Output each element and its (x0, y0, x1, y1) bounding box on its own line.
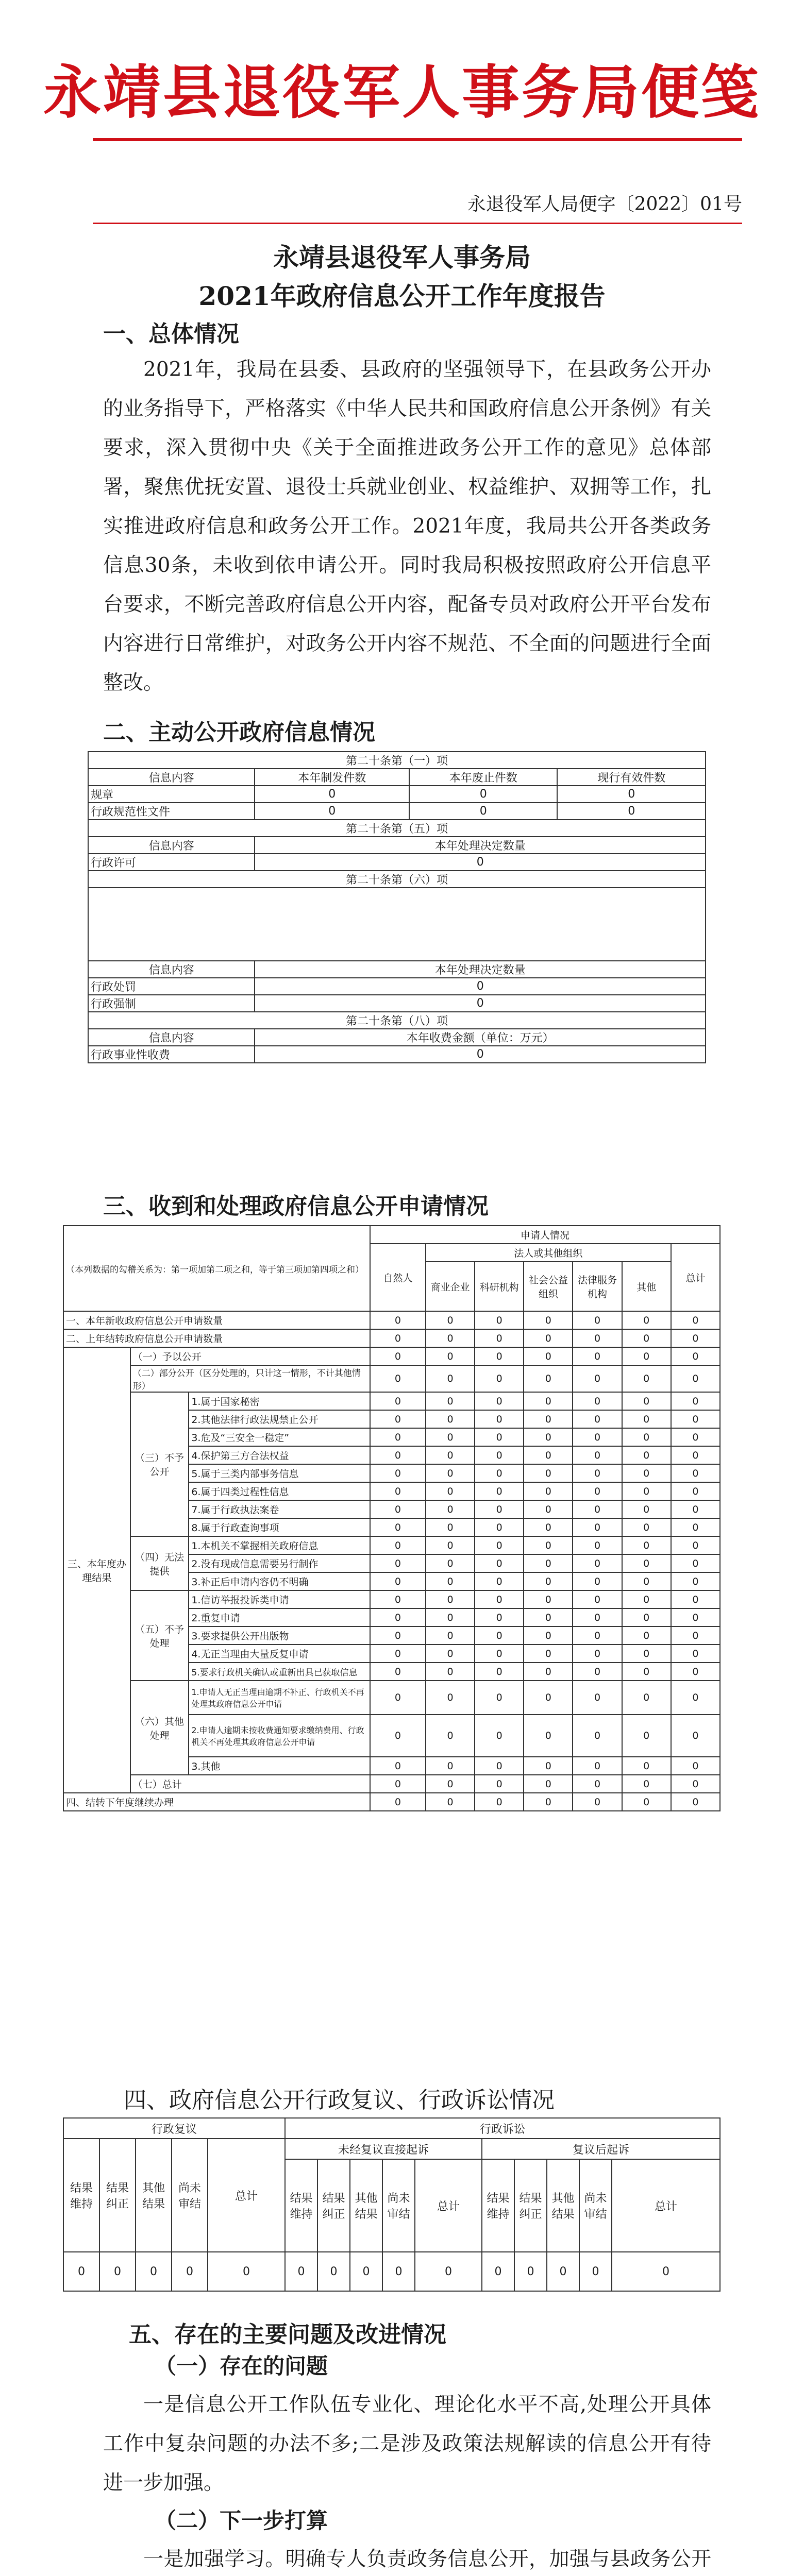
red-divider-top (93, 138, 742, 141)
table-row: 行政强制 0 (88, 995, 706, 1012)
table-cell: 0 (524, 1775, 573, 1793)
table-cell: 0 (573, 1757, 622, 1775)
table-cell: 0 (370, 1590, 426, 1608)
col-natural: 自然人 (370, 1244, 426, 1311)
table-cell: 0 (475, 1608, 524, 1626)
table-cell: 0 (622, 1608, 671, 1626)
table-cell: 0 (622, 1329, 671, 1347)
table-cell: 0 (317, 2252, 350, 2291)
table-cell: 0 (573, 1793, 622, 1811)
table-cell: 0 (622, 1757, 671, 1775)
table-cell: 0 (573, 1626, 622, 1645)
table-cell: 0 (426, 1410, 475, 1428)
section5-plan1: 一是加强学习。明确专人负责政务信息公开，加强与县政务公开 (143, 2548, 711, 2571)
table-cell: 0 (573, 1311, 622, 1329)
document-number: 永退役军人局便字〔2022〕01号 (467, 194, 742, 215)
table-cell: 0 (671, 1590, 720, 1608)
table-cell: 0 (370, 1715, 426, 1757)
table-cell: 0 (671, 1311, 720, 1329)
table-cell: 0 (524, 1645, 573, 1663)
table-cell: 0 (426, 1757, 475, 1775)
table-row: 行政处罚 0 (88, 978, 706, 995)
table-cell: 0 (426, 1329, 475, 1347)
table-cell: 0 (426, 1365, 475, 1392)
table-row: 3.危及“三安全一稳定” 0 0 0 0 0 0 0 (63, 1428, 720, 1446)
table-cell: 0 (524, 1715, 573, 1757)
table-cell: 0 (514, 2252, 547, 2291)
table-cell: 0 (475, 1757, 524, 1775)
table-cell: 0 (475, 1410, 524, 1428)
table-cell: 0 (573, 1392, 622, 1410)
table-cell: 0 (622, 1464, 671, 1482)
review-litigation-table: 行政复议 行政诉讼 结果维持 结果纠正 其他结果 尚未审结 总计 未经复议直接起诉 复议后起诉 结果维持 结果纠正 其他结果 尚未审结 总计 结果维持 结果纠正 其他结果 尚未审结 总计 0 0 0 0 0 0 0 0 0 0 0 0 0 0 0 (63, 2117, 721, 2292)
table-cell: 0 (671, 1482, 720, 1500)
col-after-review: 复议后起诉 (482, 2139, 720, 2159)
table-cell: 0 (482, 2252, 514, 2291)
table-cell: 0 (475, 1446, 524, 1464)
table-cell: 0 (622, 1311, 671, 1329)
report-title-line2: 2021年政府信息公开工作年度报告 (198, 281, 606, 311)
report-title-line1: 永靖县退役军人事务局 (273, 242, 531, 273)
table-cell: 0 (426, 1590, 475, 1608)
table-cell: 0 (671, 1500, 720, 1518)
table-cell: 0 (671, 1392, 720, 1410)
table-cell: 0 (671, 1757, 720, 1775)
table-cell: 0 (370, 1410, 426, 1428)
table-cell: 0 (415, 2252, 482, 2291)
table-cell: 0 (573, 1645, 622, 1663)
table-cell: 0 (426, 1464, 475, 1482)
article-1-header: 第二十条第（一）项 (88, 752, 706, 769)
table-row: （六）其他处理 1.申请人无正当理由逾期不补正、行政机关不再处理其政府信息公开申请 0 0 0 0 0 0 0 (63, 1681, 720, 1715)
table-cell: 0 (475, 1645, 524, 1663)
table-cell: 0 (524, 1518, 573, 1536)
table-row: 3.其他 0 0 0 0 0 0 0 (63, 1757, 720, 1775)
table-cell: 0 (370, 1757, 426, 1775)
col-not-reviewed: 未经复议直接起诉 (285, 2139, 482, 2159)
section5-sub2: （二）下一步打算 (155, 2508, 328, 2533)
table-cell: 0 (426, 1775, 475, 1793)
table-cell: 0 (524, 1536, 573, 1554)
table-cell: 0 (573, 1554, 622, 1572)
table-cell: 0 (370, 1500, 426, 1518)
table-cell: 0 (426, 1500, 475, 1518)
table-row: 三、本年度办理结果 （一）予以公开 0 0 0 0 0 0 0 (63, 1347, 720, 1365)
table-cell: 0 (622, 1347, 671, 1365)
table-row: （二）部分公开（区分处理的，只计这一情形，不计其他情形） 0 0 0 0 0 0 0 (63, 1365, 720, 1392)
section5-heading: 五、存在的主要问题及改进情况 (129, 2321, 446, 2348)
table-cell: 0 (622, 1645, 671, 1663)
table-cell: 0 (622, 1715, 671, 1757)
table-cell: 0 (208, 2252, 285, 2291)
table-cell: 0 (350, 2252, 382, 2291)
table-cell: 0 (573, 1482, 622, 1500)
table-cell: 0 (370, 1518, 426, 1536)
table-cell: 0 (622, 1775, 671, 1793)
table-cell: 0 (573, 1446, 622, 1464)
table-cell: 0 (524, 1757, 573, 1775)
table-row: 规章 0 0 0 (88, 786, 706, 803)
table-row: 行政事业性收费 0 (88, 1046, 706, 1063)
table-cell: 0 (426, 1626, 475, 1645)
group-results: 三、本年度办理结果 (63, 1347, 130, 1793)
table-cell: 0 (382, 2252, 415, 2291)
table-row: 2.其他法律行政法规禁止公开 0 0 0 0 0 0 0 (63, 1410, 720, 1428)
table-cell: 0 (622, 1681, 671, 1715)
table-cell: 0 (475, 1554, 524, 1572)
table-cell: 0 (475, 1347, 524, 1365)
table-cell: 0 (285, 2252, 317, 2291)
article-8-header: 第二十条第（八）项 (88, 1012, 706, 1029)
table-cell: 0 (622, 1793, 671, 1811)
table-row: 4.保护第三方合法权益 0 0 0 0 0 0 0 (63, 1446, 720, 1464)
table-cell: 0 (573, 1590, 622, 1608)
table-cell: 0 (547, 2252, 579, 2291)
table-cell: 0 (671, 1347, 720, 1365)
table-cell: 0 (426, 1536, 475, 1554)
col-valid: 现行有效件数 (557, 769, 706, 786)
table-cell: 0 (573, 1464, 622, 1482)
table-cell: 0 (524, 1464, 573, 1482)
table-row: 3.补正后申请内容仍不明确 0 0 0 0 0 0 0 (63, 1572, 720, 1590)
table-cell: 0 (622, 1536, 671, 1554)
table-row: 6.属于四类过程性信息 0 0 0 0 0 0 0 (63, 1482, 720, 1500)
section1-heading: 一、总体情况 (103, 321, 239, 347)
table-cell: 0 (475, 1311, 524, 1329)
table-cell: 0 (573, 1365, 622, 1392)
table-cell: 0 (622, 1446, 671, 1464)
table-cell: 0 (524, 1410, 573, 1428)
table-cell: 0 (524, 1311, 573, 1329)
table-cell: 0 (370, 1428, 426, 1446)
table-row: 7.属于行政执法案卷 0 0 0 0 0 0 0 (63, 1500, 720, 1518)
section4-heading: 四、政府信息公开行政复议、行政诉讼情况 (124, 2087, 555, 2113)
table-cell: 0 (671, 1663, 720, 1681)
table-cell: 0 (172, 2252, 208, 2291)
table-cell: 0 (671, 1715, 720, 1757)
corner-note: （本列数据的勾稽关系为：第一项加第二项之和，等于第三项加第四项之和） (63, 1226, 370, 1311)
table-cell: 0 (426, 1645, 475, 1663)
table-cell: 0 (475, 1518, 524, 1536)
table-cell: 0 (524, 1329, 573, 1347)
table-cell: 0 (475, 1428, 524, 1446)
table-cell: 0 (573, 1536, 622, 1554)
table-row: （七）总计 0 0 0 0 0 0 0 (63, 1775, 720, 1793)
section5-sub1: （一）存在的问题 (155, 2353, 328, 2379)
table-cell: 0 (370, 1446, 426, 1464)
table-cell: 0 (524, 1482, 573, 1500)
table-cell: 0 (524, 1663, 573, 1681)
memo-org-title: 永靖县退役军人事务局便笺 (43, 59, 761, 126)
table-row: （五）不予处理 1.信访举报投诉类申请 0 0 0 0 0 0 0 (63, 1590, 720, 1608)
table-cell: 0 (524, 1608, 573, 1626)
table-cell: 0 (475, 1793, 524, 1811)
table-cell: 0 (426, 1608, 475, 1626)
table-cell: 0 (579, 2252, 612, 2291)
table-cell: 0 (370, 1554, 426, 1572)
table-row: （三）不予公开 1.属于国家秘密 0 0 0 0 0 0 0 (63, 1392, 720, 1410)
col-total: 总计 (671, 1244, 720, 1311)
table-cell: 0 (475, 1590, 524, 1608)
table-cell: 0 (370, 1626, 426, 1645)
table-cell: 0 (475, 1500, 524, 1518)
table-cell: 0 (622, 1590, 671, 1608)
article-5-header: 第二十条第（五）项 (88, 820, 706, 837)
table-row: 2.申请人逾期未按收费通知要求缴纳费用、行政机关不再处理其政府信息公开申请 0 0 0 0 0 0 0 (63, 1715, 720, 1757)
table-cell: 0 (573, 1681, 622, 1715)
table-cell: 0 (370, 1365, 426, 1392)
table-cell: 0 (573, 1572, 622, 1590)
table-cell: 0 (524, 1365, 573, 1392)
table-cell: 0 (426, 1482, 475, 1500)
table-row: 四、结转下年度继续办理 0 0 0 0 0 0 0 (63, 1793, 720, 1811)
table-cell: 0 (426, 1392, 475, 1410)
table-cell: 0 (671, 1536, 720, 1554)
table-cell: 0 (475, 1775, 524, 1793)
table-cell: 0 (573, 1775, 622, 1793)
table-cell: 0 (524, 1793, 573, 1811)
table-cell: 0 (671, 1329, 720, 1347)
table-cell: 0 (426, 1311, 475, 1329)
table-cell: 0 (63, 2252, 99, 2291)
table-cell: 0 (524, 1500, 573, 1518)
col-legal: 法人或其他组织 (426, 1244, 671, 1262)
table-cell: 0 (573, 1518, 622, 1536)
article-6-header: 第二十条第（六）项 (88, 871, 706, 888)
table-cell: 0 (524, 1392, 573, 1410)
table-cell: 0 (475, 1681, 524, 1715)
table-cell: 0 (622, 1663, 671, 1681)
table-cell: 0 (426, 1793, 475, 1811)
table-cell: 0 (573, 1715, 622, 1757)
table-cell: 0 (524, 1428, 573, 1446)
table-cell: 0 (671, 1775, 720, 1793)
table-cell: 0 (622, 1410, 671, 1428)
table-cell: 0 (573, 1500, 622, 1518)
section2-heading: 二、主动公开政府信息情况 (103, 719, 375, 745)
table-cell: 0 (475, 1626, 524, 1645)
table-cell: 0 (370, 1775, 426, 1793)
table-cell: 0 (573, 1410, 622, 1428)
table-cell: 0 (671, 1626, 720, 1645)
red-divider-bottom (93, 223, 742, 224)
table-cell: 0 (671, 1645, 720, 1663)
table-cell: 0 (671, 1410, 720, 1428)
table-cell: 0 (370, 1482, 426, 1500)
table-cell: 0 (370, 1572, 426, 1590)
table-cell: 0 (622, 1518, 671, 1536)
table-cell: 0 (370, 1681, 426, 1715)
col-review: 行政复议 (63, 2118, 285, 2139)
table-cell: 0 (370, 1793, 426, 1811)
col-content: 信息内容 (88, 769, 255, 786)
table-row: 2.重复申请 0 0 0 0 0 0 0 (63, 1608, 720, 1626)
table-cell: 0 (426, 1572, 475, 1590)
table-cell: 0 (573, 1329, 622, 1347)
table-cell: 0 (524, 1572, 573, 1590)
col-new: 本年制发件数 (255, 769, 409, 786)
table-cell: 0 (99, 2252, 136, 2291)
table-cell: 0 (671, 1554, 720, 1572)
table-cell: 0 (671, 1428, 720, 1446)
table-cell: 0 (136, 2252, 172, 2291)
table-row: 8.属于行政查询事项 0 0 0 0 0 0 0 (63, 1518, 720, 1536)
table-row: 二、上年结转政府信息公开申请数量 0 0 0 0 0 0 0 (63, 1329, 720, 1347)
table-cell: 0 (426, 1347, 475, 1365)
table-cell: 0 (370, 1392, 426, 1410)
table-cell: 0 (622, 1365, 671, 1392)
table-row: （四）无法提供 1.本机关不掌握相关政府信息 0 0 0 0 0 0 0 (63, 1536, 720, 1554)
table-cell: 0 (475, 1392, 524, 1410)
table-cell: 0 (370, 1663, 426, 1681)
table-cell: 0 (671, 1464, 720, 1482)
application-handling-table: （本列数据的勾稽关系为：第一项加第二项之和，等于第三项加第四项之和） 申请人情况 自然人 法人或其他组织 总计 商业企业 科研机构 社会公益组织 法律服务机构 其他 一、本年新收政府信息公开申请数量 0 0 0 0 0 0 0 二、上年结转政府信息公开申请数量 0 0 0 0 0 0 0 三、本年度办理结果 （一）予以公开 0 0 0 0 0 0 0 （二）部分公开（区分处理的，只计这一情形，不计其他情形） 0 0 0 0 0 0 0 （三）不予公开 1.属于国家秘密 0 0 0 0 0 0 0 2.其他法律行政法规禁止公开 0 0 0 0 0 0 0 3.危及“三安全一稳定” 0 0 0 0 0 0 0 4.保护第三方合法权益 0 0 0 0 0 0 0 5.属于三类内部事务信息 0 0 0 0 0 0 0 6.属于四类过程性信息 0 0 0 0 0 0 0 7.属于行政执法案卷 0 0 0 0 0 0 0 8.属于行政查询事项 0 0 0 0 0 0 0 （四）无法提供 1.本机关不掌握相关政府信息 0 0 0 0 0 0 0 2.没有现成信息需要另行制作 0 0 0 0 0 0 0 3.补正后申请内容仍不明确 0 0 0 0 0 0 0 （五）不予处理 1.信访举报投诉类申请 0 0 0 0 0 0 0 2.重复申请 0 0 0 0 0 0 0 3.要求提供公开出版物 0 0 0 0 0 0 0 4.无正当理由大量反复申请 0 0 0 0 0 0 0 5.要求行政机关确认或重新出具已获取信息 0 0 0 0 0 0 0 （六）其他处理 1.申请人无正当理由逾期不补正、行政机关不再处理其政府信息公开申请 0 0 0 0 0 0 0 2.申请人逾期未按收费通知要求缴纳费用、行政机关不再处理其政府信息公开申请 0 0 0 0 0 0 0 3.其他 0 0 0 0 0 0 0 （七）总计 0 0 0 0 0 0 0 四、结转下年度继续办理 0 0 0 0 0 0 0 (63, 1225, 721, 1811)
table-row: 行政许可 0 (88, 854, 706, 871)
section5-problems: 一是信息公开工作队伍专业化、理论化水平不高,处理公开具体工作中复杂问题的办法不多;二是涉及政策法规解读的信息公开有待进一步加强。 (103, 2393, 711, 2495)
table-cell: 0 (426, 1681, 475, 1715)
table-cell: 0 (622, 1482, 671, 1500)
table-cell: 0 (524, 1590, 573, 1608)
table-cell: 0 (573, 1663, 622, 1681)
proactive-disclosure-table: 第二十条第（一）项 信息内容 本年制发件数 本年废止件数 现行有效件数 规章 0 0 0 行政规范性文件 0 0 0 第二十条第（五）项 信息内容 本年处理决定数量 行政许可 0 第二十条第（六）项 信息内容 本年处理决定数量 行政处罚 0 行政强制 0 第二十条第（八）项 信息内容 本年收费金额（单位：万元） 行政事业性收费 0 (88, 751, 706, 1063)
table-cell: 0 (622, 1554, 671, 1572)
table-cell: 0 (524, 1446, 573, 1464)
applicant-header: 申请人情况 (370, 1226, 720, 1244)
table-cell: 0 (370, 1645, 426, 1663)
table-row: 5.要求行政机关确认或重新出具已获取信息 0 0 0 0 0 0 0 (63, 1663, 720, 1681)
blank-gap (88, 888, 706, 961)
table-cell: 0 (426, 1428, 475, 1446)
col-abolish: 本年废止件数 (409, 769, 558, 786)
table-cell: 0 (370, 1608, 426, 1626)
table-row: 5.属于三类内部事务信息 0 0 0 0 0 0 0 (63, 1464, 720, 1482)
table-cell: 0 (671, 1365, 720, 1392)
table-cell: 0 (671, 1572, 720, 1590)
table-cell: 0 (622, 1428, 671, 1446)
table-cell: 0 (426, 1518, 475, 1536)
table-cell: 0 (426, 1715, 475, 1757)
table-cell: 0 (612, 2252, 720, 2291)
table-row: 2.没有现成信息需要另行制作 0 0 0 0 0 0 0 (63, 1554, 720, 1572)
table-cell: 0 (475, 1329, 524, 1347)
table-cell: 0 (671, 1446, 720, 1464)
table-cell: 0 (573, 1347, 622, 1365)
table-cell: 0 (370, 1536, 426, 1554)
table-cell: 0 (524, 1681, 573, 1715)
section1-paragraph: 2021年，我局在县委、县政府的坚强领导下，在县政务公开办的业务指导下，严格落实《中华人民共和国政府信息公开条例》有关要求，深入贯彻中央《关于全面推进政务公开工作的意见》总体部署，聚焦优抚安置、退役士兵就业创业、权益维护、双拥等工作，扎实推进政府信息和政务公开工作。2021年度，我局共公开各类政务信息30条，未收到依申请公开。同时我局积极按照政府公开信息平台要求，不断完善政府信息公开内容，配备专员对政府公开平台发布内容进行日常维护，对政务公开内容不规范、不全面的问题进行全面整改。 (103, 358, 711, 694)
table-cell: 0 (622, 1392, 671, 1410)
table-cell: 0 (475, 1663, 524, 1681)
table-cell: 0 (475, 1536, 524, 1554)
table-cell: 0 (475, 1482, 524, 1500)
table-cell: 0 (370, 1329, 426, 1347)
table-cell: 0 (370, 1464, 426, 1482)
table-cell: 0 (426, 1554, 475, 1572)
table-row: 3.要求提供公开出版物 0 0 0 0 0 0 0 (63, 1626, 720, 1645)
table-cell: 0 (426, 1446, 475, 1464)
table-cell: 0 (524, 1626, 573, 1645)
table-cell: 0 (475, 1365, 524, 1392)
table-cell: 0 (671, 1793, 720, 1811)
table-cell: 0 (524, 1554, 573, 1572)
table-cell: 0 (671, 1681, 720, 1715)
table-cell: 0 (622, 1572, 671, 1590)
table-cell: 0 (671, 1608, 720, 1626)
table-row: 4.无正当理由大量反复申请 0 0 0 0 0 0 0 (63, 1645, 720, 1663)
table-cell: 0 (573, 1428, 622, 1446)
table-row: 行政规范性文件 0 0 0 (88, 803, 706, 820)
table-cell: 0 (475, 1715, 524, 1757)
table-row (63, 2252, 720, 2291)
section3-heading: 三、收到和处理政府信息公开申请情况 (103, 1193, 489, 1219)
table-cell: 0 (475, 1464, 524, 1482)
table-cell: 0 (370, 1347, 426, 1365)
table-cell: 0 (524, 1347, 573, 1365)
col-litigation: 行政诉讼 (285, 2118, 720, 2139)
table-cell: 0 (622, 1626, 671, 1645)
table-cell: 0 (622, 1500, 671, 1518)
table-row: 一、本年新收政府信息公开申请数量 0 0 0 0 0 0 0 (63, 1311, 720, 1329)
table-cell: 0 (475, 1572, 524, 1590)
table-cell: 0 (573, 1608, 622, 1626)
table-cell: 0 (671, 1518, 720, 1536)
table-cell: 0 (426, 1663, 475, 1681)
table-cell: 0 (370, 1311, 426, 1329)
